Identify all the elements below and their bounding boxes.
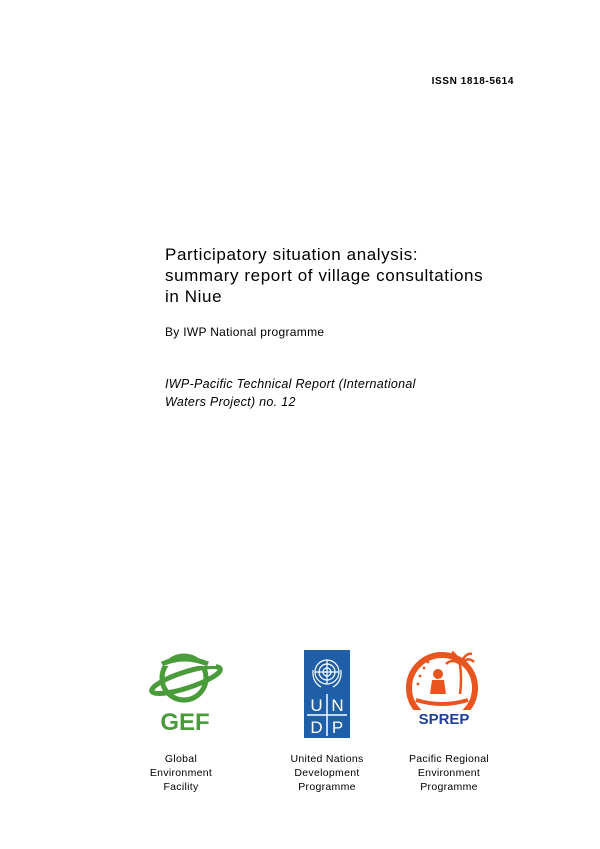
undp-letter: P [331,718,344,737]
caption-line: Facility [163,781,199,793]
series-line: Waters Project) no. 12 [165,395,296,409]
title-line: Participatory situation analysis: [165,245,419,264]
title-line: in Niue [165,287,223,306]
caption-line: United Nations [290,753,364,765]
report-title [165,244,545,307]
author-line: By IWP National programme [165,325,325,339]
undp-letter: D [310,718,323,737]
caption-line: Development [294,767,360,779]
undp-logo [304,650,350,738]
sprep-caption [394,752,504,794]
caption-line: Programme [298,781,356,793]
caption-line: Programme [420,781,478,793]
caption-line: Global [164,753,198,765]
gef-caption [126,752,236,794]
sprep-logo [406,650,482,730]
series-line: IWP-Pacific Technical Report (International [165,377,416,391]
caption-line: Environment [417,767,481,779]
caption-line: Pacific Regional [408,753,490,765]
caption-line: Environment [149,767,213,779]
issn-number: ISSN 1818-5614 [431,76,514,87]
undp-letter: U [310,696,323,715]
series-info [165,375,545,411]
gef-logo-text: GEF [160,709,210,734]
title-block [165,244,545,411]
sprep-logo-text: SPREP [418,711,470,728]
gef-logo [148,650,228,734]
undp-caption [272,752,382,794]
title-line: summary report of village consultations [165,266,484,285]
undp-letter: N [331,696,344,715]
